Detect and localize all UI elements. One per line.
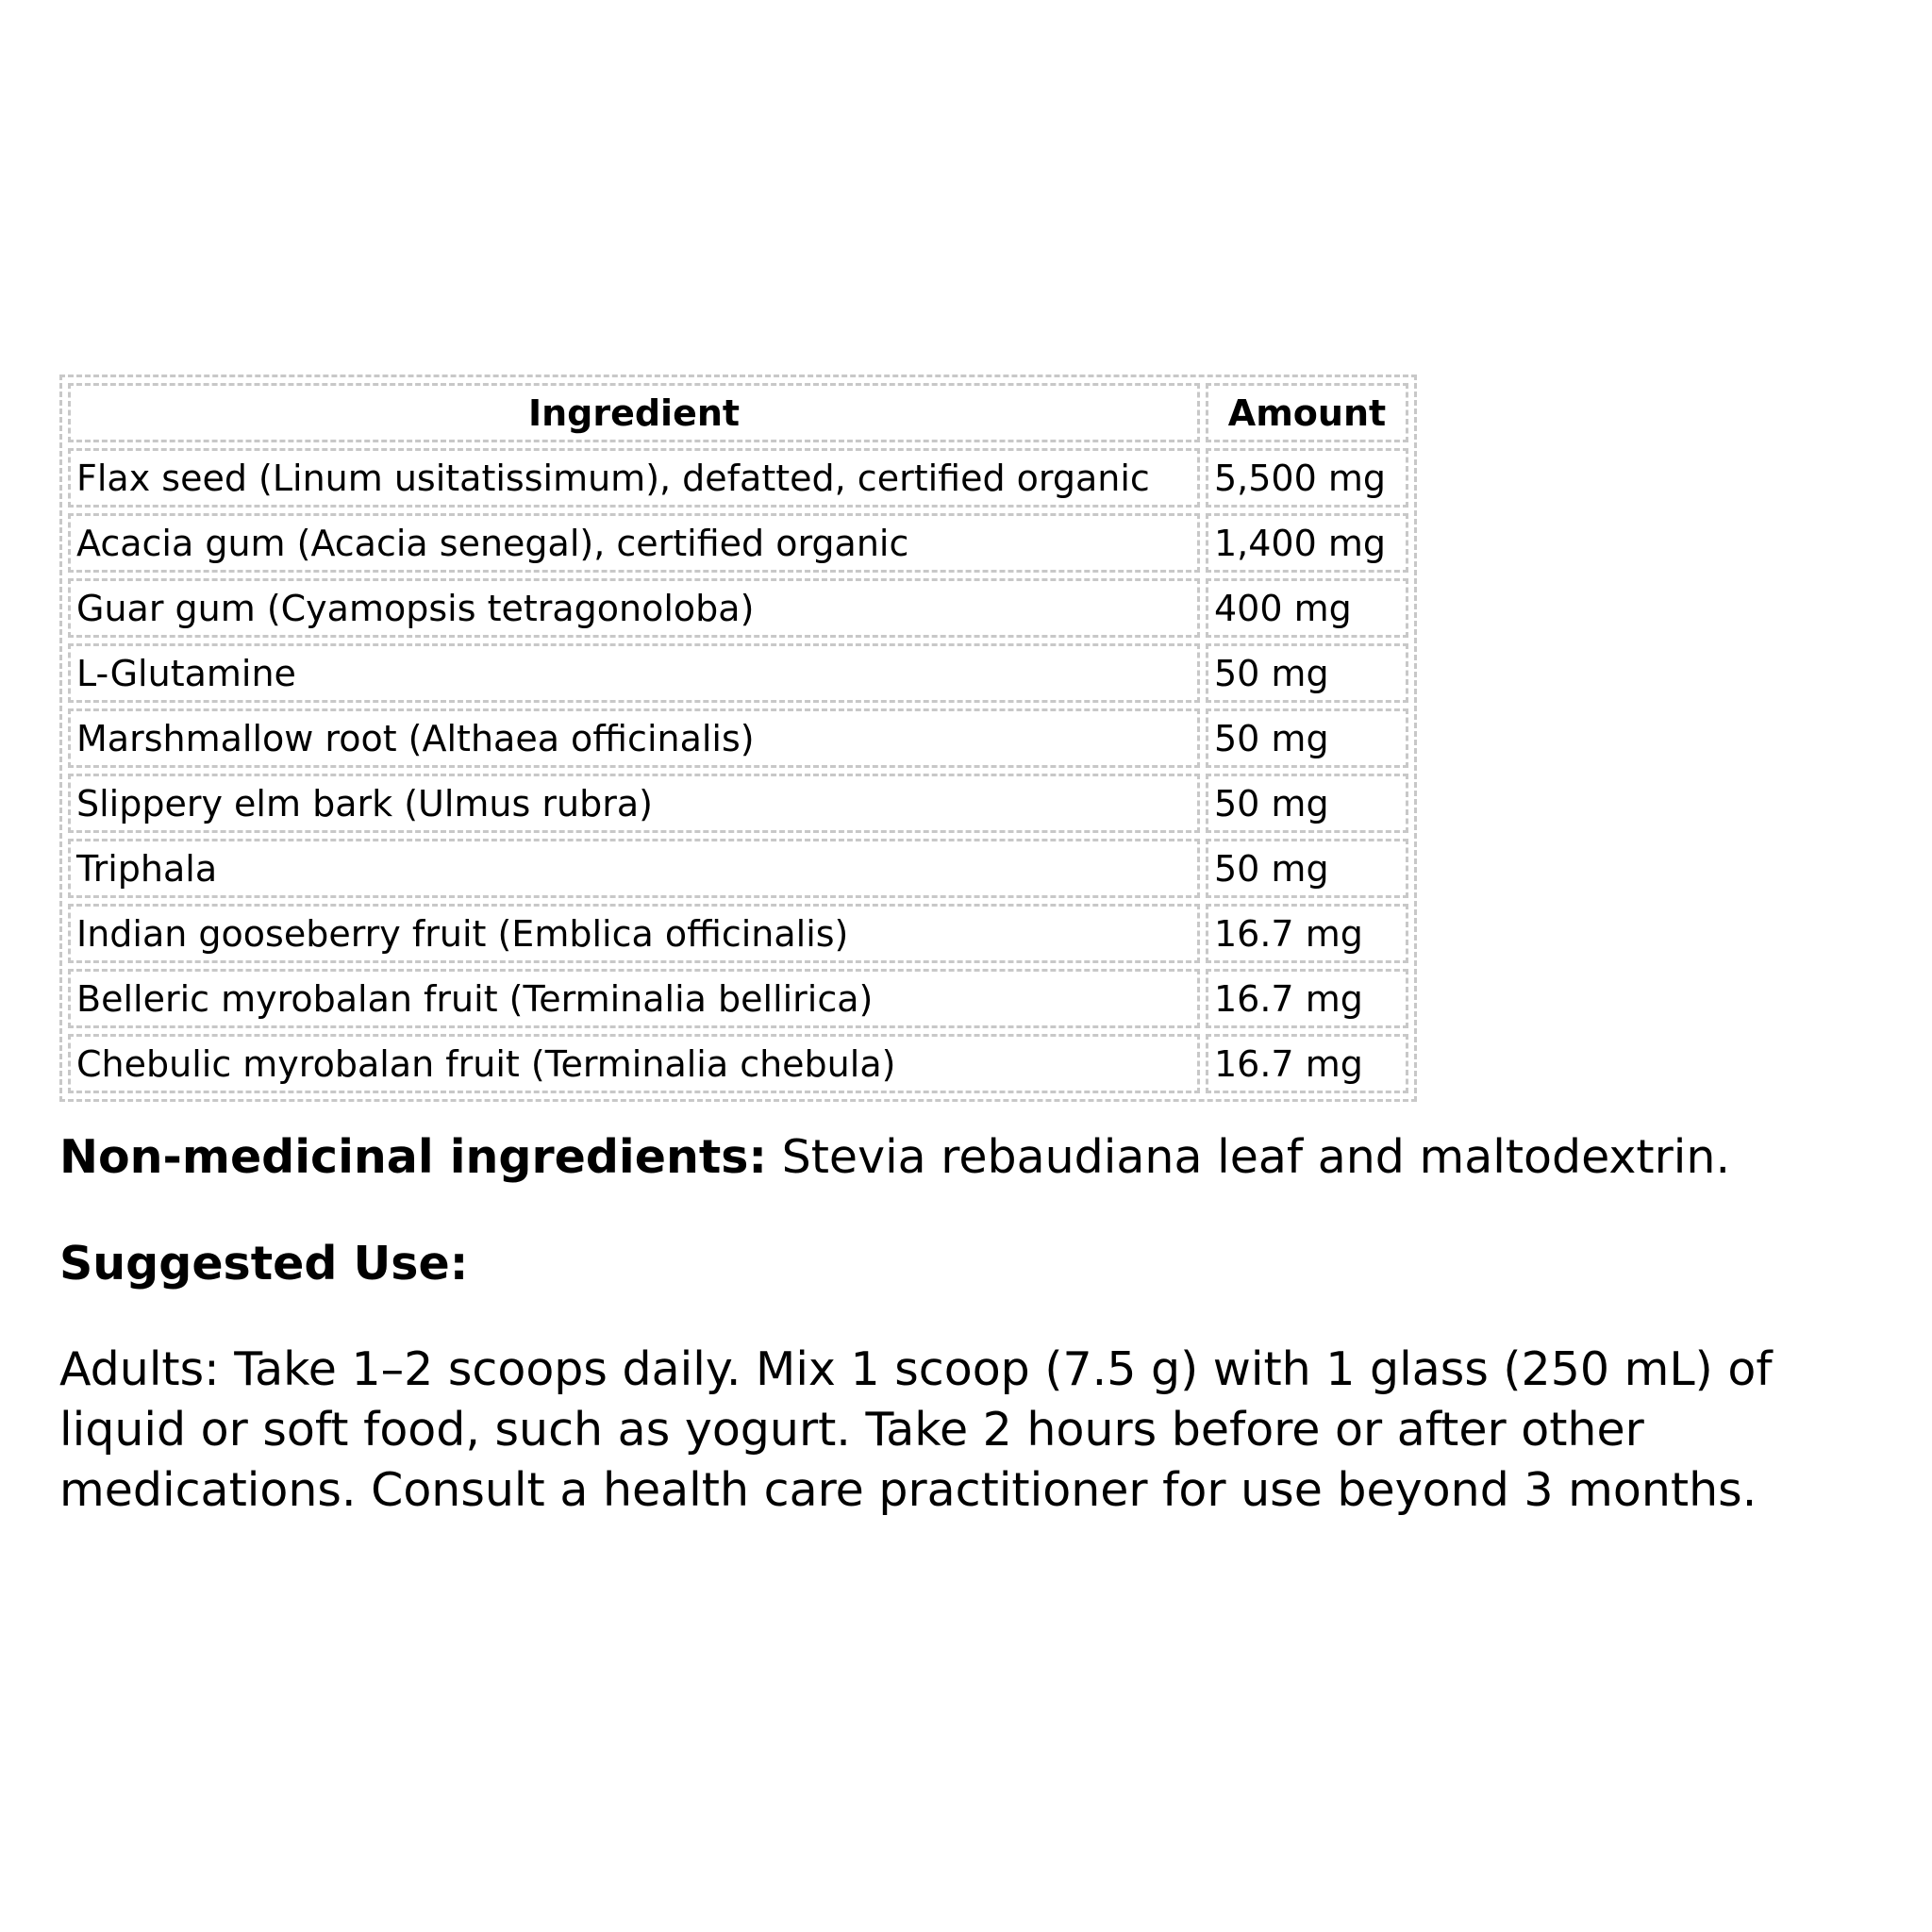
table-header-row bbox=[68, 383, 1408, 442]
table-header bbox=[68, 383, 1408, 442]
non-medicinal-ingredients bbox=[59, 1127, 1880, 1188]
table-row bbox=[68, 1034, 1408, 1093]
amount-cell: 5,500 mg bbox=[1206, 448, 1408, 508]
ingredient-cell: Indian gooseberry fruit (Emblica officinalis) bbox=[68, 904, 1200, 963]
table-row bbox=[68, 904, 1408, 963]
suggested-use-text: Adults: Take 1–2 scoops daily. Mix 1 scoop (7.5 g) with 1 glass (250 mL) of liquid or soft food, such as yogurt. Take 2 hours before or after other medications. Consult a health care practitioner for use beyond 3 months. bbox=[59, 1342, 1773, 1517]
amount-cell: 400 mg bbox=[1206, 578, 1408, 638]
table-body bbox=[68, 448, 1408, 1093]
amount-cell: 16.7 mg bbox=[1206, 904, 1408, 963]
amount-cell: 16.7 mg bbox=[1206, 969, 1408, 1028]
table-row bbox=[68, 448, 1408, 508]
ingredient-cell: Slippery elm bark (Ulmus rubra) bbox=[68, 774, 1200, 833]
amount-cell: 16.7 mg bbox=[1206, 1034, 1408, 1093]
ingredient-cell: Marshmallow root (Althaea officinalis) bbox=[68, 708, 1200, 768]
table-row bbox=[68, 969, 1408, 1028]
ingredient-cell: Belleric myrobalan fruit (Terminalia bellirica) bbox=[68, 969, 1200, 1028]
table-row bbox=[68, 774, 1408, 833]
suggested-use-heading: Suggested Use: bbox=[59, 1237, 469, 1291]
amount-cell: 50 mg bbox=[1206, 708, 1408, 768]
amount-column-header: Amount bbox=[1206, 383, 1408, 442]
ingredient-cell: Chebulic myrobalan fruit (Terminalia chebula) bbox=[68, 1034, 1200, 1093]
table-row bbox=[68, 839, 1408, 898]
amount-cell: 50 mg bbox=[1206, 774, 1408, 833]
ingredient-cell: L-Glutamine bbox=[68, 643, 1200, 703]
ingredient-cell: Flax seed (Linum usitatissimum), defatted, certified organic bbox=[68, 448, 1200, 508]
ingredient-cell: Guar gum (Cyamopsis tetragonoloba) bbox=[68, 578, 1200, 638]
amount-cell: 50 mg bbox=[1206, 643, 1408, 703]
table-row bbox=[68, 643, 1408, 703]
table-row bbox=[68, 578, 1408, 638]
ingredient-column-header: Ingredient bbox=[68, 383, 1200, 442]
amount-cell: 1,400 mg bbox=[1206, 513, 1408, 573]
table-row bbox=[68, 513, 1408, 573]
ingredients-table bbox=[59, 375, 1417, 1102]
table-row bbox=[68, 708, 1408, 768]
non-medicinal-text: Stevia rebaudiana leaf and maltodextrin. bbox=[767, 1130, 1731, 1184]
amount-cell: 50 mg bbox=[1206, 839, 1408, 898]
ingredient-cell: Acacia gum (Acacia senegal), certified organic bbox=[68, 513, 1200, 573]
non-medicinal-label: Non-medicinal ingredients: bbox=[59, 1130, 768, 1184]
ingredient-cell: Triphala bbox=[68, 839, 1200, 898]
